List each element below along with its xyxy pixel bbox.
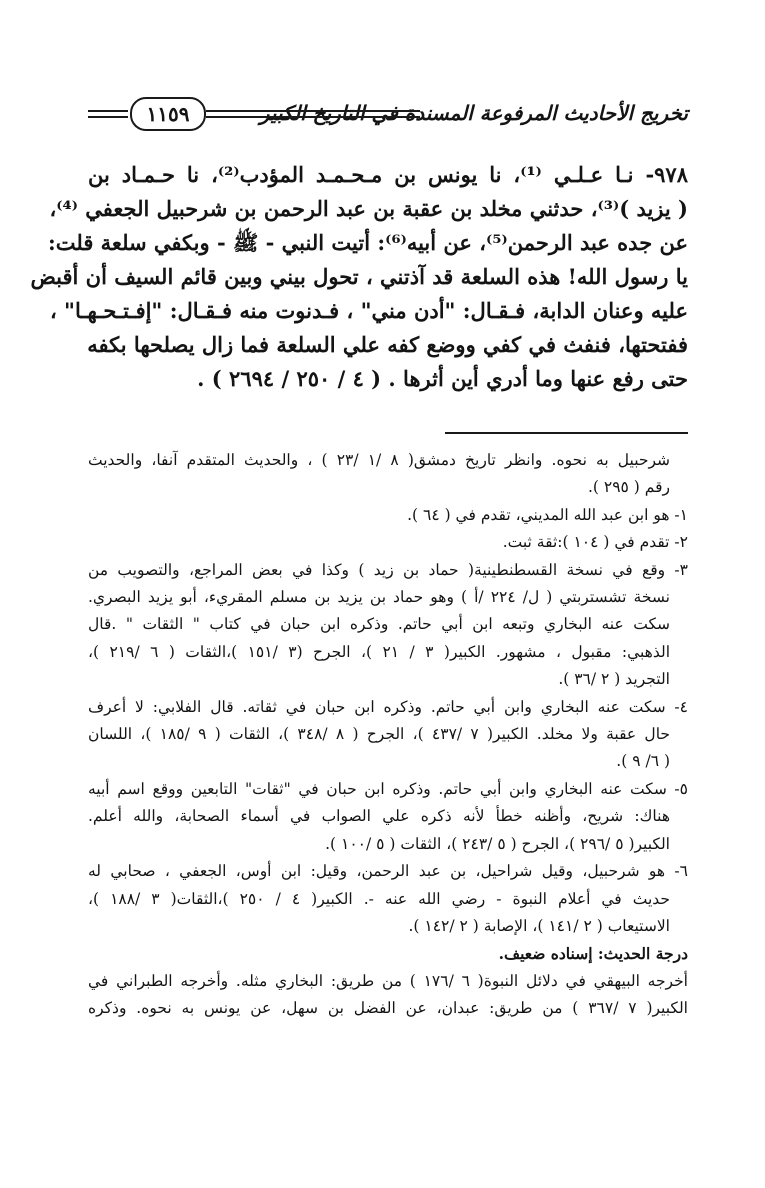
footnote-line: ٢- تقدم في ( ١٠٤ ):ثقة ثبت. [502, 533, 688, 552]
hadith-line: ٩٧٨- نـا عـلـي ⁽¹⁾، نا يونس بن مـحـمـد المؤدب⁽²⁾، نا حـمـاد بن [88, 162, 688, 187]
book-title: تخريج الأحاديث المرفوعة المسندة في التاريخ الكبير [259, 101, 688, 125]
footnote-line: شرحبيل به نحوه. وانظر تاريخ دمشق( ٨ /١ /٢٣ ) ، والحديث المتقدم آنفا، والحديث [88, 451, 671, 469]
footnote-line: الاستيعاب ( ٢ /١٤١ )، الإصابة ( ٢ /١٤٢ ). [408, 916, 670, 935]
hadith-grade: درجة الحديث: إسناده ضعيف. [498, 944, 688, 964]
hadith-line: عليه وعنان الدابة، فـقـال: "أدن مني" ، فـدنوت منه فـقـال: "إفـتـحـهـا" ، [49, 298, 688, 323]
footnote-line: الذهبي: مقبول ، مشهور. الكبير( ٣ / ٢١ )، الجرح (٣ /١٥١ )،الثقات ( ٦ /٢١٩ )، [88, 642, 671, 661]
running-header [88, 95, 688, 147]
footnotes [88, 447, 688, 1023]
footnote-line: ٤- سكت عنه البخاري وابن أبي حاتم. وذكره ابن حبان في ثقاته. قال الفلابي: لا أعرف [88, 697, 688, 716]
header-rule [206, 110, 420, 112]
footnote-line: ٥- سكت عنه البخاري وابن أبي حاتم. وذكره ابن حبان في "ثقات" التابعين ووقع اسم أبيه [88, 779, 688, 798]
footnote-line: ( ٦/ ٩ ). [616, 752, 670, 771]
footnote-line: التجريد ( ٢ /٣٦ ). [558, 670, 670, 689]
hadith-line: حتى رفع عنها وما أدري أين أثرها . ( ٤ / ٢٥٠ / ٢٦٩٤ ) . [197, 366, 688, 391]
hadith-line: ( يزيد )⁽³⁾، حدثني مخلد بن عقبة بن عبد الرحمن بن شرحبيل الجعفي ⁽⁴⁾، [49, 196, 688, 221]
hadith-line: ففتحتها، فنفث في كفي ووضع كفه علي السلعة فما زال يصلحها بكفه [87, 332, 688, 357]
footnote-line: هناك: شريح، وأظنه خطأ لأنه ذكره علي الصواب في أسماء الصحابة، والله أعلم. [88, 807, 670, 826]
header-rule [88, 116, 128, 118]
header-rule [88, 110, 128, 112]
hadith-text [30, 158, 688, 396]
footnote-line: أخرجه البيهقي في دلائل النبوة( ٦ /١٧٦ ) من طريق: البخاري مثله. وأخرجه الطبراني في [88, 971, 688, 990]
hadith-line: يا رسول الله! هذه السلعة قد آذتني ، تحول بيني وبين قائم السيف أن أقبض [30, 264, 688, 289]
footnote-line: رقم ( ٢٩٥ ). [587, 478, 670, 497]
footnote-line: حال عقبة ولا مخلد. الكبير( ٧ /٤٣٧ )، الجرح ( ٨ /٣٤٨ )، الثقات ( ٩ /١٨٥ )، اللسان [88, 725, 670, 744]
footnote-line: نسخة تشستربتي ( ل/ ٢٢٤ /أ ) وهو حماد بن يزيد بن مسلم المقريء، أبو يزيد البصري. [88, 588, 670, 607]
footnote-line: ٣- وقع في نسخة القسطنطينية( حماد بن زيد ) وكذا في بعض المراجع، والتصويب من [88, 560, 688, 579]
page-number: ١١٥٩ [130, 97, 206, 131]
footnote-line: الكبير( ٥ /٢٩٦ )، الجرح ( ٥ /٢٤٣ )، الثقات ( ٥ /١٠٠ ). [325, 834, 670, 853]
footnote-line: سكت عنه البخاري وتبعه ابن أبي حاتم. وذكره ابن حبان في كتاب " الثقات " .قال [88, 615, 670, 634]
hadith-line: عن جده عبد الرحمن⁽⁵⁾، عن أبيه⁽⁶⁾: أتيت النبي - ﷺ - وبكفي سلعة قلت: [48, 230, 688, 255]
footnote-line: حديث في أعلام النبوة - رضي الله عنه -. الكبير( ٤ / ٢٥٠ )،الثقات( ٣ /١٨٨ )، [88, 889, 670, 908]
footnote-line: ٦- هو شرحبيل، وقيل شراحيل، بن عبد الرحمن، وقيل: ابن أوس، الجعفي ، صحابي له [88, 862, 688, 881]
footnote-line: ١- هو ابن عبد الله المديني، تقدم في ( ٦٤ ). [407, 505, 688, 524]
footnote-line: الكبير( ٧ /٣٦٧ ) من طريق: عبدان، عن الفضل بن سهل، عن يونس به نحوه. وذكره [88, 999, 688, 1018]
footnote-separator [445, 432, 688, 434]
header-rule [206, 116, 420, 118]
